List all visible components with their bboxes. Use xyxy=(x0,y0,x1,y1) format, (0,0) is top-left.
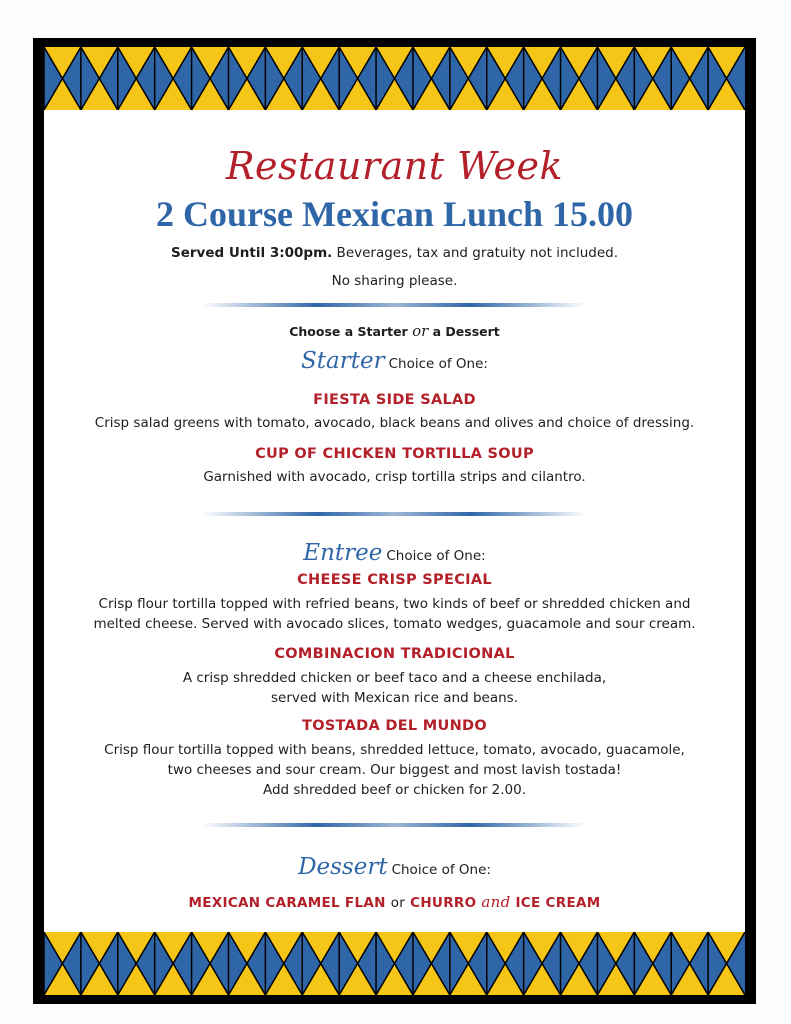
served-until: Served Until 3:00pm. xyxy=(170,245,333,261)
entree-choice: Choice of One: xyxy=(386,548,486,564)
item-description xyxy=(44,740,745,800)
choose-before: Choose a Starter xyxy=(289,324,413,339)
top-border-pattern xyxy=(44,47,745,110)
starter-heading xyxy=(44,348,745,374)
item-title: FIESTA SIDE SALAD xyxy=(313,392,476,408)
lunch-title: 2 Course Mexican Lunch 15.00 xyxy=(156,194,633,234)
desc-line: melted cheese. Served with avocado slices, tomato wedges, guacamole and sour cream. xyxy=(93,616,696,632)
desc-line: A crisp shredded chicken or beef taco and a cheese enchilada, xyxy=(182,670,607,686)
dessert-label: Dessert xyxy=(298,854,388,880)
menu-page xyxy=(44,47,745,995)
desc-line: Crisp salad greens with tomato, avocado, black beans and olives and choice of dressing. xyxy=(94,415,695,431)
desc-line: Add shredded beef or chicken for 2.00. xyxy=(262,782,527,798)
entree-heading xyxy=(44,540,745,566)
item-description xyxy=(44,413,745,433)
dessert-or: or xyxy=(390,895,406,911)
item-description xyxy=(44,594,745,634)
choose-or: or xyxy=(412,322,429,340)
item-title: COMBINACION TRADICIONAL xyxy=(274,646,515,662)
choose-line xyxy=(44,322,745,340)
flan-option: MEXICAN CARAMEL FLAN xyxy=(188,895,386,911)
item-title: CUP OF CHICKEN TORTILLA SOUP xyxy=(255,446,534,462)
starter-choice: Choice of One: xyxy=(388,356,488,372)
restaurant-week-title: Restaurant Week xyxy=(225,144,564,188)
dessert-options xyxy=(44,893,745,911)
divider xyxy=(202,512,586,516)
desc-line: Garnished with avocado, crisp tortilla strips and cilantro. xyxy=(203,469,586,485)
item-description xyxy=(44,467,745,487)
item-description xyxy=(44,668,745,708)
item-title: CHEESE CRISP SPECIAL xyxy=(297,572,492,588)
entree-label: Entree xyxy=(303,540,383,566)
desc-line: Crisp flour tortilla topped with beans, shredded lettuce, tomato, avocado, guacamole, xyxy=(104,742,685,758)
dessert-heading xyxy=(44,854,745,880)
menu-frame xyxy=(33,38,756,1004)
desc-line: served with Mexican rice and beans. xyxy=(270,690,518,706)
dessert-choice: Choice of One: xyxy=(391,862,491,878)
no-sharing: No sharing please. xyxy=(331,273,458,289)
choose-after: a Dessert xyxy=(428,324,500,339)
divider xyxy=(202,303,586,307)
item-title: TOSTADA DEL MUNDO xyxy=(302,718,487,734)
dessert-and: and xyxy=(481,893,511,911)
menu-content xyxy=(44,110,745,932)
served-line xyxy=(44,245,745,261)
starter-label: Starter xyxy=(301,348,385,374)
desc-line: two cheeses and sour cream. Our biggest and most lavish tostada! xyxy=(167,762,622,778)
divider xyxy=(202,823,586,827)
served-note: Beverages, tax and gratuity not included. xyxy=(332,245,619,261)
churro-option: CHURRO xyxy=(410,895,477,911)
desc-line: Crisp flour tortilla topped with refried beans, two kinds of beef or shredded chicken and xyxy=(98,596,691,612)
bottom-border-pattern xyxy=(44,932,745,995)
ice-cream-option: ICE CREAM xyxy=(515,895,601,911)
